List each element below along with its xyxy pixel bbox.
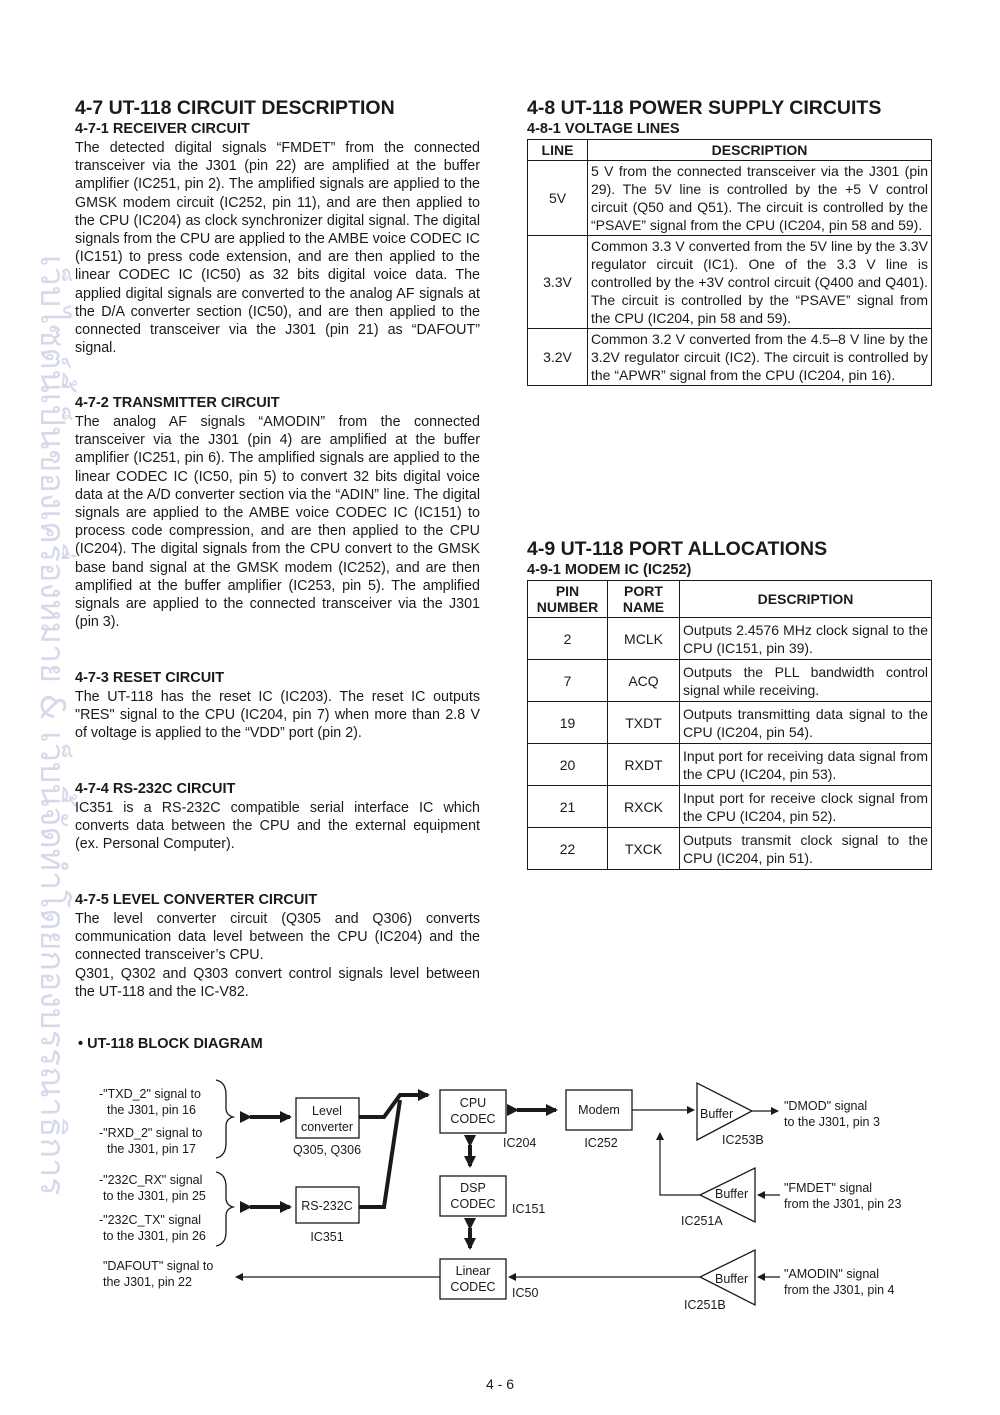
- block-label: Modem: [578, 1103, 620, 1117]
- header-text: PORT: [624, 583, 663, 599]
- description-cell: Common 3.3 V converted from the 5V line by the 3.3V regulator circuit (IC1). One of the 3.3 V line is controlled by the +3V control circuit (Q400 and Q401). The circuit is controlled by the “PSAVE” signal from the CPU (IC204, pin 58 and 59).: [588, 236, 932, 329]
- table-row: [528, 702, 932, 744]
- header-text: PIN: [555, 583, 580, 599]
- header-line: LINE: [528, 140, 588, 161]
- table-row: [528, 786, 932, 828]
- table-row: [528, 161, 932, 236]
- 232c-rx-label: to the J301, pin 25: [103, 1189, 206, 1203]
- brace-icon: [216, 1080, 233, 1158]
- table-header-row: [528, 581, 932, 618]
- line-cell: 3.2V: [528, 329, 588, 386]
- block-label: CODEC: [450, 1197, 496, 1211]
- port-cell: MCLK: [608, 618, 680, 660]
- bus-line: [359, 1095, 428, 1117]
- pin-cell: 7: [528, 660, 608, 702]
- table-row: [528, 618, 932, 660]
- paragraph: The level converter circuit (Q305 and Q306) converts communication data level between the CPU (IC204) and the connected transceiver’s CPU.: [75, 911, 480, 964]
- 232c-rx-label: -"232C_RX" signal: [99, 1173, 203, 1187]
- block-ref: IC351: [310, 1230, 344, 1244]
- fmdet-label: "FMDET" signal: [784, 1181, 873, 1195]
- page-number: 4 - 6: [485, 1376, 514, 1392]
- rs232c-circuit: [75, 779, 480, 854]
- receiver-circuit: [75, 119, 480, 357]
- block-label: Buffer: [700, 1107, 734, 1121]
- block-label: converter: [300, 1120, 354, 1134]
- table-header-row: [528, 140, 932, 161]
- subsection-title: 4-7-2 TRANSMITTER CIRCUIT: [75, 395, 280, 411]
- section-4-9: [527, 538, 932, 870]
- block-ref: IC251B: [684, 1298, 726, 1312]
- description-cell: Common 3.2 V converted from the 4.5–8 V line by the 3.2V regulator circuit (IC2). The circuit is controlled by the “APWR” signal from the CPU (IC204, pin 16).: [588, 329, 932, 386]
- paragraph: IC351 is a RS-232C compatible serial interface IC which converts data between the CPU and the external equipment (ex. Personal Computer).: [75, 800, 480, 853]
- section-title: 4-7 UT-118 CIRCUIT DESCRIPTION: [75, 97, 395, 119]
- 232c-tx-label: -"232C_TX" signal: [99, 1213, 201, 1227]
- subsection-title: 4-7-4 RS-232C CIRCUIT: [75, 781, 236, 797]
- section-title: 4-8 UT-118 POWER SUPPLY CIRCUITS: [527, 97, 882, 119]
- port-cell: ACQ: [608, 660, 680, 702]
- block-ref: IC251A: [681, 1214, 723, 1228]
- block-label: CODEC: [450, 1280, 496, 1294]
- subsection-title: 4-8-1 VOLTAGE LINES: [527, 121, 680, 137]
- block-ref: IC151: [512, 1202, 546, 1216]
- dafout-label: the J301, pin 22: [103, 1275, 192, 1289]
- dafout-label: "DAFOUT" signal to: [103, 1259, 214, 1273]
- block-label: CODEC: [450, 1112, 496, 1126]
- subsection-title: 4-9-1 MODEM IC (IC252): [527, 562, 692, 578]
- block-ref: Q305, Q306: [292, 1143, 362, 1157]
- line-cell: 3.3V: [528, 236, 588, 329]
- block-label: CPU: [459, 1096, 487, 1110]
- transmitter-circuit: [75, 393, 480, 631]
- rxd-label: -"RXD_2" signal to: [99, 1126, 203, 1140]
- table-row: [528, 329, 932, 386]
- section-title: 4-9 UT-118 PORT ALLOCATIONS: [527, 538, 828, 560]
- description-cell: Input port for receiving data signal from the CPU (IC204, pin 53).: [680, 744, 932, 786]
- block-label: Buffer: [715, 1187, 749, 1201]
- block-ref: IC204: [503, 1136, 537, 1150]
- pin-cell: 22: [528, 828, 608, 870]
- paragraph: The UT-118 has the reset IC (IC203). The reset IC outputs "RES" signal to the CPU (IC204, pin 7) when more than 2.8 V of voltage is applied to the “VDD” port (pin 2).: [75, 689, 480, 742]
- header-description: DESCRIPTION: [588, 140, 932, 161]
- amodin-label: "AMODIN" signal: [784, 1267, 880, 1281]
- level-converter-circuit: [75, 890, 480, 1001]
- pin-cell: 21: [528, 786, 608, 828]
- description-cell: Outputs the PLL bandwidth control signal while receiving.: [680, 660, 932, 702]
- paragraph: Q301, Q302 and Q303 convert control signals level between the UT-118 and the IC-V82.: [75, 965, 480, 1000]
- description-cell: Input port for receive clock signal from the CPU (IC204, pin 52).: [680, 786, 932, 828]
- description-cell: Outputs transmit clock signal to the CPU (IC204, pin 51).: [680, 828, 932, 870]
- port-allocations-table: [527, 580, 932, 870]
- voltage-lines-table: [527, 139, 932, 386]
- subsection-title: 4-7-3 RESET CIRCUIT: [75, 670, 225, 686]
- reset-circuit: [75, 668, 480, 743]
- description-cell: 5 V from the connected transceiver via the J301 (pin 29). The 5V line is controlled by the +5 V control circuit (Q50 and Q51). The circuit is controlled by the “PSAVE” signal from the CPU (IC204, pin 58 and 59).: [588, 161, 932, 236]
- dmod-label: to the J301, pin 3: [784, 1115, 880, 1129]
- block-diagram-title: • UT-118 BLOCK DIAGRAM: [78, 1036, 263, 1052]
- block-diagram: [0, 1060, 1000, 1320]
- description-cell: Outputs 2.4576 MHz clock signal to the CPU (IC151, pin 39).: [680, 618, 932, 660]
- block-ref: IC252: [584, 1136, 618, 1150]
- header-port-name: [608, 581, 680, 618]
- block-label: RS-232C: [301, 1199, 353, 1213]
- table-row: [528, 828, 932, 870]
- block-label: Buffer: [715, 1272, 749, 1286]
- subsection-title: 4-7-5 LEVEL CONVERTER CIRCUIT: [75, 892, 318, 908]
- paragraph: The analog AF signals “AMODIN” from the connected transceiver via the J301 (pin 4) are amplified at the buffer amplifier (IC251, pin 6). The amplified signals are applied to the linear CODEC IC (IC50, pin 5) to convert 32 bits digital voice data at the A/D converter section via the “ADIN” line. The digital signals are applied to the AMBE voice CODEC IC (IC151) to process code compression, and are then applied to the CPU (IC204). The digital signals from the CPU convert to the GMSK base band signal at the GMSK modem (IC252), and are then amplified at the buffer amplifier (IC253, pin 5). The amplified signals are applied to the connected transceiver via the J301 (pin 3).: [75, 414, 480, 631]
- pin-cell: 20: [528, 744, 608, 786]
- table-row: [528, 744, 932, 786]
- brace-icon: [216, 1172, 233, 1246]
- header-description: DESCRIPTION: [680, 581, 932, 618]
- rxd-label: the J301, pin 17: [107, 1142, 196, 1156]
- header-pin-number: [528, 581, 608, 618]
- header-text: NAME: [622, 599, 665, 615]
- watermark: เว็บไซต์นี้เป็นของเครื่องหมาย & เว็บนี้จัดทำโดยกองบรรณาธิการ: [32, 255, 72, 1196]
- txd-label: -"TXD_2" signal to: [99, 1087, 201, 1101]
- 232c-tx-label: to the J301, pin 26: [103, 1229, 206, 1243]
- block-ref: IC50: [512, 1286, 539, 1300]
- port-cell: RXCK: [608, 786, 680, 828]
- section-4-7: [75, 97, 480, 1000]
- header-text: NUMBER: [536, 599, 599, 615]
- block-ref: IC253B: [722, 1133, 764, 1147]
- amodin-label: from the J301, pin 4: [784, 1283, 895, 1297]
- block-label: DSP: [460, 1181, 486, 1195]
- block-label: Linear: [455, 1264, 491, 1278]
- signal-arrow: [660, 1133, 700, 1195]
- paragraph: The detected digital signals “FMDET” from the connected transceiver via the J301 (pin 22) are amplified at the buffer amplifier (IC251, pin 2). The amplified signals are applied to the GMSK modem circuit (IC252, pin 11), and are then applied to the CPU (IC204) as clock synchronizer digital signal. The digital signals from the CPU are applied to the AMBE voice CODEC IC (IC151) to press code extension, and are then applied to the linear CODEC IC (IC50) as 32 bits digital voice data. The applied digital signals are converted to the analog AF signals at the D/A converter section (IC50), and are then applied to the connected transceiver via the J301 (pin 21) as “DAFOUT” signal.: [75, 140, 480, 357]
- port-cell: TXCK: [608, 828, 680, 870]
- pin-cell: 19: [528, 702, 608, 744]
- section-4-8: [527, 97, 932, 386]
- txd-label: the J301, pin 16: [107, 1103, 196, 1117]
- pin-cell: 2: [528, 618, 608, 660]
- table-row: [528, 660, 932, 702]
- block-label: Level: [312, 1104, 342, 1118]
- subsection-title: 4-7-1 RECEIVER CIRCUIT: [75, 121, 250, 137]
- port-cell: RXDT: [608, 744, 680, 786]
- description-cell: Outputs transmitting data signal to the CPU (IC204, pin 54).: [680, 702, 932, 744]
- port-cell: TXDT: [608, 702, 680, 744]
- line-cell: 5V: [528, 161, 588, 236]
- dmod-label: "DMOD" signal: [784, 1099, 868, 1113]
- table-row: [528, 236, 932, 329]
- fmdet-label: from the J301, pin 23: [784, 1197, 902, 1211]
